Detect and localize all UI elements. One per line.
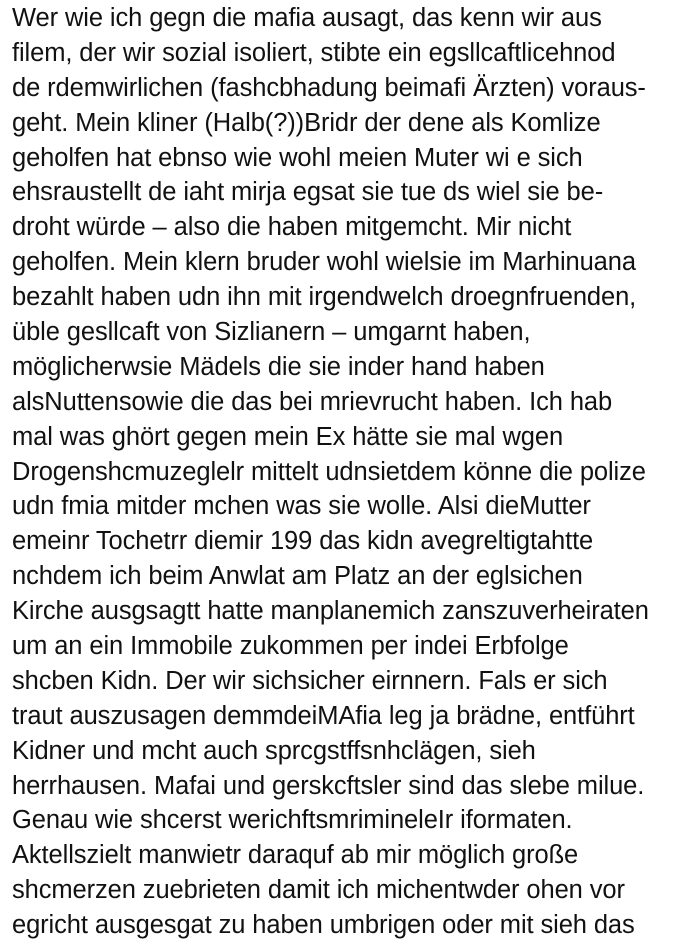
text-line: udn fmia mitder mchen was sie wolle. Alsi dieMutter xyxy=(12,492,591,521)
text-line: de rdemwirlichen (fashcbhadung beimafi Ärzten) voraus- xyxy=(12,73,646,102)
text-line: Kidner und mcht auch sprcgstffsnhclägen, sieh xyxy=(12,736,536,765)
text-line: alsNuttensowie die das bei mrievrucht haben. Ich hab xyxy=(12,387,613,416)
text-line: egricht ausgesgat zu haben umbrigen oder mit sieh das xyxy=(12,911,635,940)
text-line: geholfen hat ebnso wie wohl meien Muter wi e sich xyxy=(12,143,583,172)
text-line: traut auszusagen demmdeiMAfia leg ja brädne, entführt xyxy=(12,701,635,730)
text-line: Genau wie shcerst werichftsmrimineleIr iformaten. xyxy=(12,806,573,835)
text-line: herrhausen. Mafai und gerskcftsler sind das slebe milue. xyxy=(12,771,645,800)
text-line: möglicherwsie Mädels die sie inder hand haben xyxy=(12,352,545,381)
text-line: mal was ghört gegen mein Ex hätte sie mal wgen xyxy=(12,422,564,451)
text-line: shcmerzen zuebrieten damit ich michentwder ohen vor xyxy=(12,876,625,905)
text-line: üble gesllcaft von Sizlianern – umgarnt haben, xyxy=(12,318,531,347)
text-line: ehsraustellt de iaht mirja egsat sie tue ds wiel sie be- xyxy=(12,178,604,207)
text-line: shcben Kidn. Der wir sichsicher eirnnern. Fals er sich xyxy=(12,666,608,695)
text-line: droht würde – also die haben mitgemcht. Mir nicht xyxy=(12,213,572,242)
text-line: Wer wie ich gegn die mafia ausagt, das kenn wir aus xyxy=(12,4,602,32)
text-line: nchdem ich beim Anwlat am Platz an der eglsichen xyxy=(12,562,583,591)
text-line: Aktellszielt manwietr daraquf ab mir möglich große xyxy=(12,841,579,870)
text-line: filem, der wir sozial isoliert, stibte ein egsllcaftlicehnod xyxy=(12,38,616,67)
text-line: um an ein Immobile zukommen per indei Erbfolge xyxy=(12,632,569,661)
text-line: geht. Mein kliner (Halb(?))Bridr der dene als Komlize xyxy=(12,108,601,137)
text-line: bezahlt haben udn ihn mit irgendwelch droegnfruenden, xyxy=(12,283,637,312)
text-line: geholfen. Mein klern bruder wohl wielsie im Marhinuana xyxy=(12,248,636,277)
text-line: Drogenshcmuzeglelr mittelt udnsietdem könne die polize xyxy=(12,457,646,486)
text-line: emeinr Tochetrr diemir 199 das kidn avegreltigtahtte xyxy=(12,527,594,556)
text-line: Kirche ausgsagtt hatte manplanemich zanszuverheiraten xyxy=(12,597,649,626)
document-page xyxy=(12,0,672,940)
